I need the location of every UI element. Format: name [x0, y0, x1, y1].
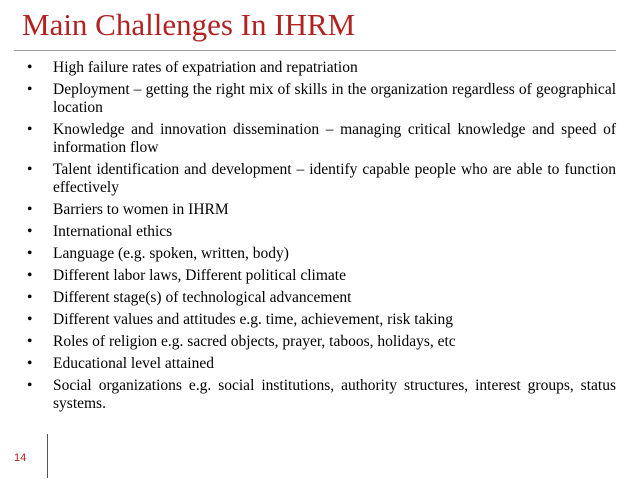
slide-title: Main Challenges In IHRM	[22, 7, 356, 42]
bullet-marker: •	[27, 59, 33, 76]
bullet-item	[24, 201, 616, 219]
bullet-marker: •	[27, 121, 33, 138]
bullet-text: Different labor laws, Different political climate	[53, 267, 346, 284]
bullet-text: Talent identification and development – identify capable people who are able to function effectively	[53, 161, 616, 196]
bullet-marker: •	[27, 289, 33, 306]
bullet-item	[24, 81, 616, 117]
bullet-text: Different values and attitudes e.g. time, achievement, risk taking	[53, 311, 454, 328]
bullet-text: Educational level attained	[53, 355, 214, 372]
bullet-text: Deployment – getting the right mix of skills in the organization regardless of geographical location	[53, 81, 616, 116]
bullet-marker: •	[27, 161, 33, 178]
bullet-marker: •	[27, 311, 33, 328]
bullet-item	[24, 267, 616, 285]
bullet-marker: •	[27, 267, 33, 284]
bullet-text: Barriers to women in IHRM	[53, 201, 229, 218]
footer-divider	[47, 434, 48, 478]
bullet-marker: •	[27, 81, 33, 98]
bullet-item	[24, 289, 616, 307]
bullet-item	[24, 223, 616, 241]
bullet-item	[24, 245, 616, 263]
page-number: 14	[14, 452, 27, 464]
bullet-item	[24, 121, 616, 157]
bullet-item	[24, 311, 616, 329]
bullet-item	[24, 333, 616, 351]
bullet-item	[24, 59, 616, 77]
bullet-text: Social organizations e.g. social institutions, authority structures, interest groups, status systems.	[53, 377, 616, 412]
title-divider	[14, 50, 616, 51]
bullet-text: High failure rates of expatriation and repatriation	[53, 59, 358, 76]
bullet-item	[24, 355, 616, 373]
bullet-list	[24, 59, 616, 417]
bullet-marker: •	[27, 245, 33, 262]
bullet-marker: •	[27, 333, 33, 350]
bullet-text: Roles of religion e.g. sacred objects, prayer, taboos, holidays, etc	[53, 333, 456, 350]
bullet-marker: •	[27, 377, 33, 394]
bullet-text: Language (e.g. spoken, written, body)	[53, 245, 289, 262]
bullet-marker: •	[27, 355, 33, 372]
bullet-text: Different stage(s) of technological advancement	[53, 289, 352, 306]
bullet-item	[24, 377, 616, 413]
bullet-text: Knowledge and innovation dissemination – managing critical knowledge and speed of information flow	[53, 121, 616, 156]
bullet-marker: •	[27, 223, 33, 240]
bullet-marker: •	[27, 201, 33, 218]
bullet-item	[24, 161, 616, 197]
bullet-text: International ethics	[53, 223, 173, 240]
